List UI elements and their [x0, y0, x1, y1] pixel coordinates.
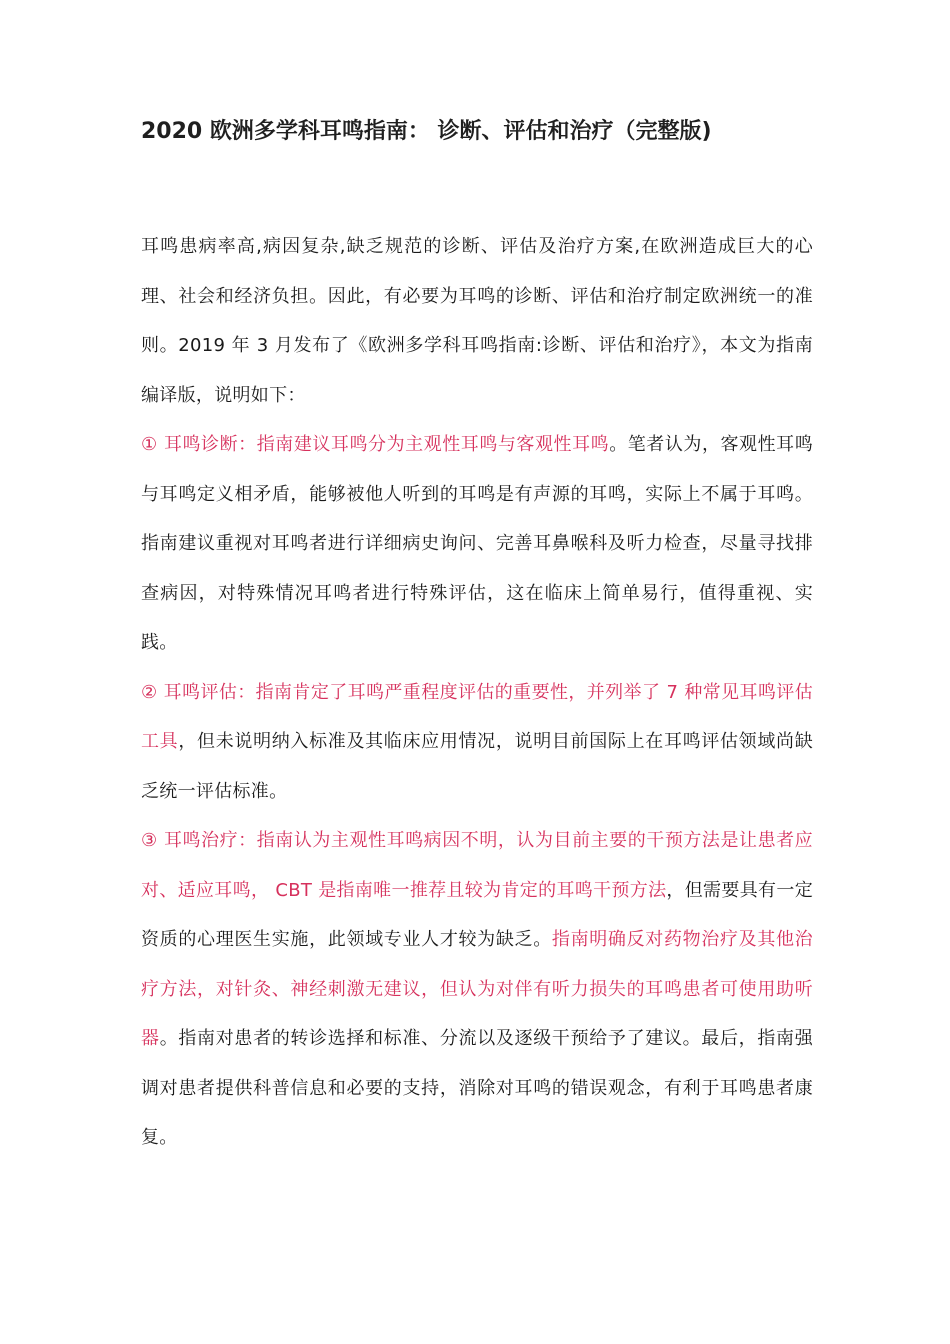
section-treatment-text-2: 。指南对患者的转诊选择和标准、分流以及逐级干预给予了建议。最后，指南强调对患者提供科普信息和必要的支持，消除对耳鸣的错误观念，有利于耳鸣患者康复。: [141, 1028, 813, 1148]
section-treatment-highlight-1: ③ 耳鸣治疗：指南认为主观性耳鸣病因不明，认为目前主要的干预方法是让患者应对、适应耳鸣， CBT 是指南唯一推荐且较为肯定的耳鸣干预方法: [141, 830, 813, 901]
section-assessment: [141, 668, 813, 817]
section-treatment-text-1: ，但需要具有一定资质的心理医生实施，此领域专业人才较为缺乏。: [141, 879, 813, 950]
section-treatment-highlight-2: 指南明确反对药物治疗及其他治疗方法，对针灸、神经刺激无建议，但认为对伴有听力损失的耳鸣患者可使用助听器: [141, 929, 813, 1049]
section-assessment-text: ，但未说明纳入标准及其临床应用情况，说明目前国际上在耳鸣评估领域尚缺乏统一评估标准。: [141, 731, 813, 802]
section-assessment-highlight: ② 耳鸣评估：指南肯定了耳鸣严重程度评估的重要性，并列举了 7 种常见耳鸣评估工具: [141, 681, 813, 752]
document-body: [141, 222, 813, 1163]
section-diagnosis-highlight: ① 耳鸣诊断：指南建议耳鸣分为主观性耳鸣与客观性耳鸣: [141, 434, 610, 455]
section-diagnosis-text: 。笔者认为，客观性耳鸣与耳鸣定义相矛盾，能够被他人听到的耳鸣是有声源的耳鸣，实际上不属于耳鸣。指南建议重视对耳鸣者进行详细病史询问、完善耳鼻喉科及听力检查，尽量寻找排查病因，对特殊情况耳鸣者进行特殊评估，这在临床上简单易行，值得重视、实践。: [141, 434, 813, 653]
document-title: 2020 欧洲多学科耳鸣指南： 诊断、评估和治疗（完整版): [141, 119, 712, 144]
section-treatment: [141, 816, 813, 1163]
intro-paragraph: 耳鸣患病率高,病因复杂,缺乏规范的诊断、评估及治疗方案,在欧洲造成巨大的心理、社会和经济负担。因此，有必要为耳鸣的诊断、评估和治疗制定欧洲统一的准则。2019 年 3 月发布了《欧洲多学科耳鸣指南:诊断、评估和治疗》，本文为指南编译版，说明如下：: [141, 236, 813, 406]
section-diagnosis: [141, 420, 813, 668]
